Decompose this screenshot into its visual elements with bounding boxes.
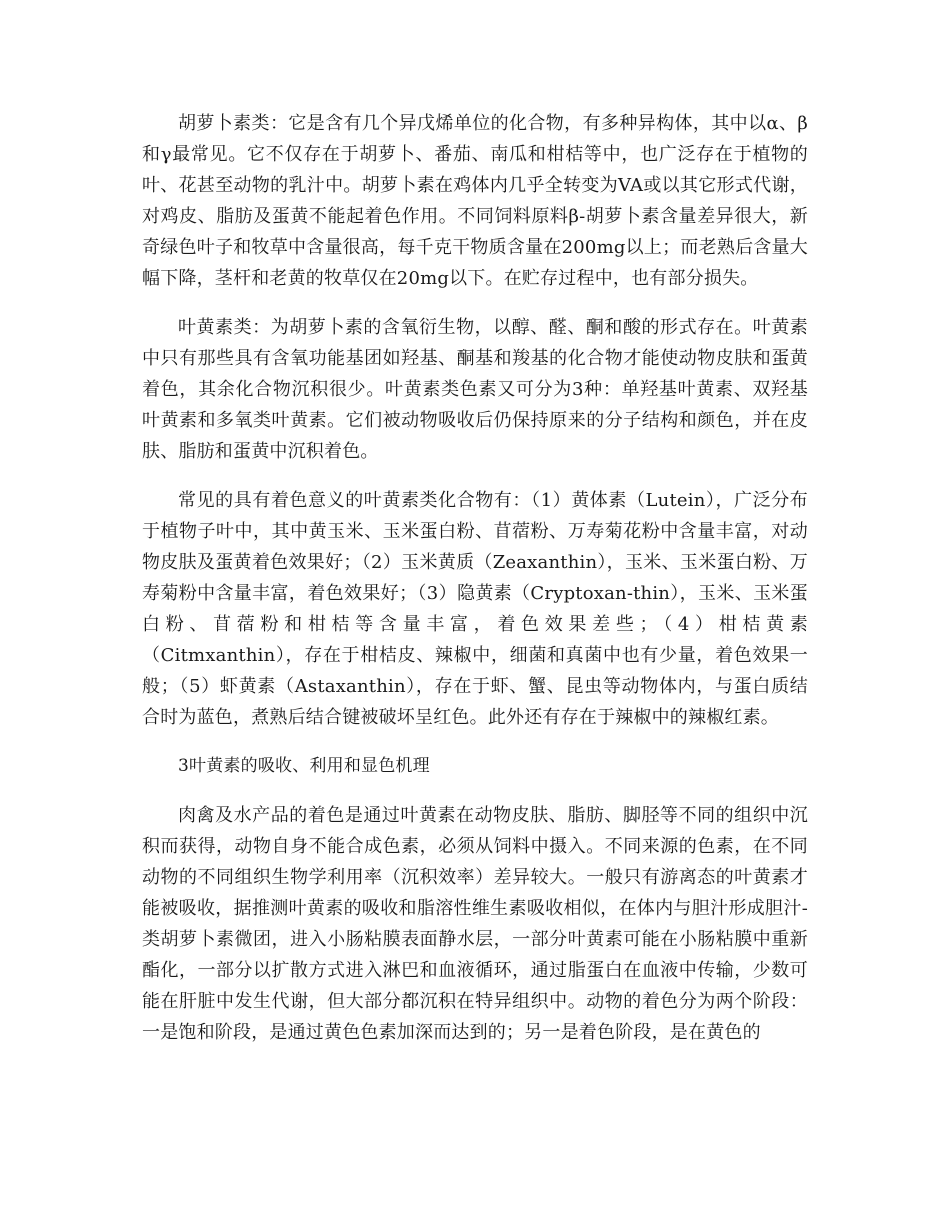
paragraph-carotenes: 胡萝卜素类：它是含有几个异戊烯单位的化合物，有多种异构体，其中以α、β和γ最常见。它不仅存在于胡萝卜、番茄、南瓜和柑桔等中，也广泛存在于植物的叶、花甚至动物的乳汁中。胡萝卜素在鸡体内几乎全转变为VA或以其它形式代谢，对鸡皮、脂肪及蛋黄不能起着色作用。不同饲料原料β-胡萝卜素含量差异很大，新奇绿色叶子和牧草中含量很高，每千克干物质含量在200mg以上；而老熟后含量大幅下降，茎杆和老黄的牧草仅在20mg以下。在贮存过程中，也有部分损失。 <box>142 113 808 289</box>
paragraph-absorption: 肉禽及水产品的着色是通过叶黄素在动物皮肤、脂肪、脚胫等不同的组织中沉积而获得，动物自身不能合成色素，必须从饲料中摄入。不同来源的色素，在不同动物的不同组织生物学利用率（沉积效率）差异较大。一般只有游离态的叶黄素才能被吸收，据推测叶黄素的吸收和脂溶性维生素吸收相似，在体内与胆汁形成胆汁-类胡萝卜素微团，进入小肠粘膜表面静水层，一部分叶黄素可能在小肠粘膜中重新酯化，一部分以扩散方式进入淋巴和血液循环，通过脂蛋白在血液中传输，少数可能在肝脏中发生代谢，但大部分都沉积在特异组织中。动物的着色分为两个阶段：一是饱和阶段，是通过黄色色素加深而达到的；另一是着色阶段，是在黄色的 <box>142 805 808 1043</box>
section-heading: 3叶黄素的吸收、利用和显色机理 <box>178 756 430 776</box>
paragraph-common-xanthophylls: 常见的具有着色意义的叶黄素类化合物有：（1）黄体素（Lutein），广泛分布于植物子叶中，其中黄玉米、玉米蛋白粉、苜蓿粉、万寿菊花粉中含量丰富，对动物皮肤及蛋黄着色效果好；（2）玉米黄质（Zeaxanthin），玉米、玉米蛋白粉、万寿菊粉中含量丰富，着色效果好；（3）隐黄素（Cryptoxan-thin），玉米、玉米蛋白粉、苜蓿粉和柑桔等含量丰富，着色效果差些；（4）柑桔黄素（Citmxanthin），存在于柑桔皮、辣椒中，细菌和真菌中也有少量，着色效果一般；（5）虾黄素（Astaxanthin），存在于虾、蟹、昆虫等动物体内，与蛋白质结合时为蓝色，煮熟后结合键被破坏呈红色。此外还有存在于辣椒中的辣椒红素。 <box>142 490 808 728</box>
paragraph-xanthophylls: 叶黄素类：为胡萝卜素的含氧衍生物，以醇、醛、酮和酸的形式存在。叶黄素中只有那些具有含氧功能基团如羟基、酮基和羧基的化合物才能使动物皮肤和蛋黄着色，其余化合物沉积很少。叶黄素类色素又可分为3种：单羟基叶黄素、双羟基叶黄素和多氧类叶黄素。它们被动物吸收后仍保持原来的分子结构和颜色，并在皮肤、脂肪和蛋黄中沉积着色。 <box>142 317 808 462</box>
document-body <box>142 108 808 1066</box>
